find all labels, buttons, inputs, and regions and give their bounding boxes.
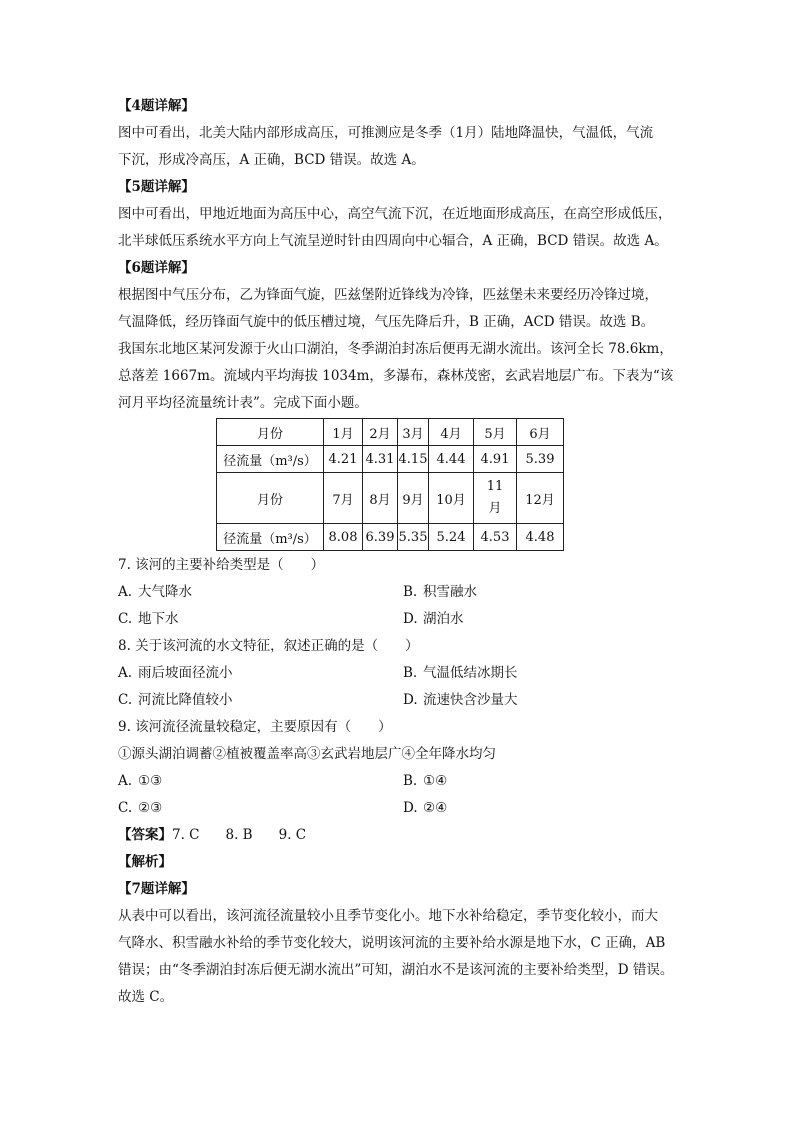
option-d: [403, 687, 688, 714]
option-letter: C.: [118, 611, 133, 627]
option-text: 河流比降值较小: [138, 692, 233, 708]
q9-stem: 9. 该河流径流量较稳定，主要原因有（ ）: [118, 719, 392, 735]
option-a: [118, 660, 403, 687]
q4-detail-line: 图中可看出，北美大陆内部形成高压，可推测应是冬季（1月）陆地降温快，气温低，气流: [118, 125, 654, 141]
answer-item: 7. C: [172, 827, 200, 843]
table-row: [217, 419, 564, 446]
month-cell: 6月: [517, 419, 564, 446]
option-b: [403, 660, 688, 687]
month-cell: 5月: [474, 419, 517, 446]
flow-cell: 6.39: [363, 524, 398, 551]
option-letter: D.: [403, 611, 418, 627]
month-cell: 3月: [398, 419, 429, 446]
month-cell: 12月: [517, 473, 564, 524]
month-header-cell: 月份: [217, 419, 324, 446]
intro-line: 河月平均径流量统计表”。完成下面小题。: [118, 395, 368, 411]
q8-options-row: [118, 660, 688, 687]
option-text: 大气降水: [138, 584, 192, 600]
flow-header-cell: 径流量（m³/s）: [217, 446, 324, 473]
option-text: 雨后坡面径流小: [138, 665, 233, 681]
month-cell: 1月: [324, 419, 363, 446]
option-text: 积雪融水: [423, 584, 477, 600]
answer-line: [118, 822, 688, 849]
q7-detail-line: 从表中可以看出，该河流径流量较小且季节变化小。地下水补给稳定，季节变化较小，而大: [118, 908, 658, 924]
q6-detail-line: 气温降低，经历锋面气旋中的低压槽过境，气压先降后升，B 正确，ACD 错误。故选 B。: [118, 314, 655, 330]
intro-line: 总落差 1667m。流域内平均海拔 1034m，多瀑布，森林茂密，玄武岩地层广布。下表为“该: [118, 368, 674, 384]
option-d: [403, 606, 688, 633]
option-b: [403, 768, 688, 795]
month-cell: [474, 473, 517, 524]
option-c: [118, 795, 403, 822]
option-letter: B.: [403, 584, 418, 600]
option-a: [118, 579, 403, 606]
option-text: ②③: [138, 800, 163, 816]
q5-detail-line: 图中可看出，甲地近地面为高压中心，高空气流下沉，在近地面形成高压，在高空形成低压，: [118, 206, 672, 222]
q4-detail-heading: 【4题详解】: [118, 98, 195, 114]
option-text: ①③: [138, 773, 163, 789]
flow-cell: 5.35: [398, 524, 429, 551]
option-b: [403, 579, 688, 606]
month-cell: 9月: [398, 473, 429, 524]
q7-detail-line: 错误；由“冬季湖泊封冻后便无湖水流出”可知，湖泊水不是该河流的主要补给类型，D 错误。: [118, 962, 674, 978]
flow-cell: 4.21: [324, 446, 363, 473]
flow-cell: 5.39: [517, 446, 564, 473]
option-letter: B.: [403, 773, 418, 789]
flow-cell: 4.91: [474, 446, 517, 473]
flow-cell: 5.24: [429, 524, 474, 551]
q9-choices: ①源头湖泊调蓄②植被覆盖率高③玄武岩地层广④全年降水均匀: [118, 746, 496, 762]
q5-detail-heading: 【5题详解】: [118, 179, 195, 195]
flow-cell: 8.08: [324, 524, 363, 551]
table-row: [217, 524, 564, 551]
q9-options-row: [118, 795, 688, 822]
q7-detail-line: 故选 C。: [118, 989, 174, 1005]
q7-stem: 7. 该河的主要补给类型是（ ）: [118, 557, 325, 573]
q6-detail-line: 根据图中气压分布，乙为锋面气旋，匹兹堡附近锋线为冷锋，匹兹堡未来要经历冷锋过境，: [118, 287, 658, 303]
q9-options-row: [118, 768, 688, 795]
month-cell: 2月: [363, 419, 398, 446]
q7-detail-line: 气降水、积雪融水补给的季节变化较大，说明该河流的主要补给水源是地下水，C 正确，AB: [118, 935, 666, 951]
table-row: [217, 446, 564, 473]
flow-cell: 4.31: [363, 446, 398, 473]
option-text: 气温低结冰期长: [423, 665, 518, 681]
answer-item: 9. C: [278, 827, 307, 843]
analysis-label: 【解析】: [118, 854, 172, 870]
month-cell: 10月: [429, 473, 474, 524]
month-cell: 8月: [363, 473, 398, 524]
month-cell: 4月: [429, 419, 474, 446]
intro-line: 我国东北地区某河发源于火山口湖泊，冬季湖泊封冻后便再无湖水流出。该河全长 78.6km，: [118, 341, 673, 357]
q7-options-row: [118, 606, 688, 633]
option-a: [118, 768, 403, 795]
option-letter: D.: [403, 800, 418, 816]
answer-item: 8. B: [225, 827, 253, 843]
option-letter: D.: [403, 692, 418, 708]
document-page: [118, 93, 688, 1011]
q4-detail-line: 下沉，形成冷高压，A 正确，BCD 错误。故选 A。: [118, 152, 425, 168]
flow-cell: 4.15: [398, 446, 429, 473]
q6-detail-heading: 【6题详解】: [118, 260, 195, 276]
q7-detail-heading: 【7题详解】: [118, 881, 195, 897]
option-letter: A.: [118, 665, 133, 681]
option-letter: C.: [118, 800, 133, 816]
flow-header-cell: 径流量（m³/s）: [217, 524, 324, 551]
q8-options-row: [118, 687, 688, 714]
option-text: 流速快含沙量大: [423, 692, 518, 708]
option-text: ②④: [423, 800, 448, 816]
option-text: 地下水: [138, 611, 179, 627]
option-c: [118, 606, 403, 633]
q8-stem: 8. 关于该河流的水文特征，叙述正确的是（ ）: [118, 638, 419, 654]
option-text: 湖泊水: [423, 611, 464, 627]
option-c: [118, 687, 403, 714]
answer-label: 【答案】: [118, 827, 172, 843]
q5-detail-line: 北半球低压系统水平方向上气流呈逆时针由四周向中心辐合，A 正确，BCD 错误。故选 A。: [118, 233, 668, 249]
month-cell-text: 11月: [486, 479, 504, 516]
flow-cell: 4.48: [517, 524, 564, 551]
flow-cell: 4.53: [474, 524, 517, 551]
table-row: [217, 473, 564, 524]
option-text: ①④: [423, 773, 448, 789]
month-header-cell: 月份: [217, 473, 324, 524]
option-letter: B.: [403, 665, 418, 681]
flow-cell: 4.44: [429, 446, 474, 473]
option-letter: A.: [118, 584, 133, 600]
runoff-table: [216, 418, 564, 551]
q7-options-row: [118, 579, 688, 606]
option-d: [403, 795, 688, 822]
option-letter: C.: [118, 692, 133, 708]
option-letter: A.: [118, 773, 133, 789]
month-cell: 7月: [324, 473, 363, 524]
